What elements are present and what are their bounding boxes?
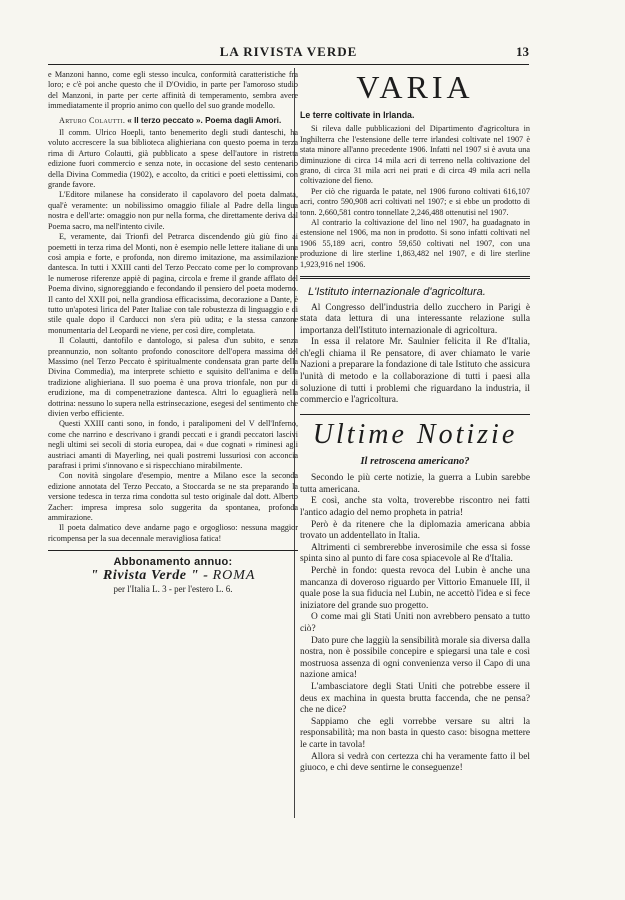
header-rule [48,64,529,65]
review-heading [48,116,298,126]
review-author: Arturo Colautti. [59,115,126,125]
journal-title: LA RIVISTA VERDE [219,44,358,59]
double-rule-bottom [300,278,530,279]
irlanda-paragraph: Per ciò che riguarda le patate, nel 1906 furono coltivati 616,107 acri, contro 590,908 acri coltivati nel 1907; e si ebbe un prodotto di tonn. 2,660,581 contro tonnellate 2,246,488 ottenutisi nel 1907. [300,186,530,217]
review-paragraph: L'Editore milanese ha considerato il capolavoro del poeta dalmata, qual'è veramente: un nobilissimo omaggio filiale al Padre della lingua nostra e dell'arte: omaggio non pur nella forma, che direttamente deriva dal Poema sacro, ma nell'intento civile. [48,190,298,231]
section-heading-retroscena: Il retroscena americano? [360,455,470,467]
ultime-notizie-title: Ultime Notizie [312,418,518,450]
retroscena-paragraph: O come mai gli Stati Uniti non avrebbero pensato a tutto ciò? [300,612,530,634]
subscription-name [48,567,298,583]
retroscena-body [300,473,530,774]
page-number: 13 [516,44,529,59]
right-column [300,70,530,775]
retroscena-paragraph: Allora si vedrà con certezza chi ha veramente fatto il bel giuoco, e chi deve sentirne le conseguenze! [300,751,530,774]
retroscena-paragraph: Secondo le più certe notizie, la guerra a Lubin sarebbe tutta americana. [300,473,530,495]
running-head [48,44,529,62]
retroscena-paragraph: Altrimenti ci sembrerebbe inverosimile che essa si fosse spinta sino al punto di fare cosa spiacevole al Re d'Italia. [300,542,530,565]
retroscena-paragraph: E così, anche sta volta, troverebbe riscontro nei fatti l'antico adagio del nemo propheta in patria! [300,496,530,519]
review-title: « Il terzo peccato ». Poema dagli Amori. [127,115,282,125]
left-column [48,70,298,595]
review-paragraph: Il comm. Ulrico Hoepli, tanto benemerito degli studi danteschi, ha voluto accrescere la sua biblioteca alighieriana con questo poema in terza rima di Arturo Colautti, già pubblicato a spese dell'autore in ristretta edizione fuori commercio e senza note, in occasione del sesto centenario della Divina Commedia (1902), e accolto, da critici e poeti elettissimi, con grande favore. [48,128,298,190]
subscription-box [48,550,298,594]
istituto-paragraph: In essa il relatore Mr. Saulnier felicita il Re d'Italia, ch'egli chiama il Re pensatore, di aver chiamato le varie Nazioni a preparare la fondazione di tale Istituto che assicura l'unità di metodo e la collaborazione di tutti i paesi alla soluzione di tutti i problemi che riguardano la industria, il commercio e l'agricoltura. [300,337,530,406]
istituto-paragraph: Al Congresso dell'industria dello zucchero in Parigi è stata data lettura di una interessante relazione sulla importanza dell'Istituto internazionale di agricoltura. [300,302,530,336]
review-paragraph: Il poeta dalmatico deve andarne pago e orgoglioso: nessuna maggior ricompensa per la sua decennale meravigliosa fatica! [48,523,298,543]
retroscena-paragraph: Dato pure che laggiù la sensibilità morale sia diversa dalla nostra, non è possibile concepire e spiegarsi una tale e così mostruosa assenza di ogni convenienza verso il Capo di una nazione amica! [300,635,530,681]
retroscena-paragraph: Però è da ritenere che la diplomazia americana abbia trovato un addentellato in Italia. [300,519,530,542]
retroscena-paragraph: L'ambasciatore degli Stati Uniti che potrebbe essere il deus ex machina in questa brutta faccenda, che ne pensa? che ne dice? [300,681,530,716]
section-rule [300,414,530,415]
subscription-price: per l'Italia L. 3 - per l'estero L. 6. [113,584,233,595]
istituto-body [300,303,530,407]
subscription-city: ROMA [212,567,256,583]
section-heading-istituto: L'Istituto internazionale d'agricoltura. [308,286,486,299]
review-paragraph: Questi XXIII canti sono, in fondo, i paralipomeni del V dell'Inferno, come che narrino e descrivano i grandi peccati e i grandi peccatori lascivi negli ultimi sei secoli di storia europea, dai « due cognati » riminesi agli austriaci amanti di Mayerling, nei quali postremi lussuriosi con acconcia parafrasi i primi s'innovano e si rispecchiano mirabilmente. [48,419,298,471]
review-paragraph: Con novità singolare d'esempio, mentre a Milano esce la seconda edizione annotata del Terzo Peccato, a Stoccarda se ne sta preparando la versione tedesca in terza rima condotta sul testo originale dal dott. Alberto Zacher: impresa impresa solo suggerita da spontanea, profonda ammirazione. [48,471,298,523]
irlanda-paragraph: Al contrario la coltivazione del lino nel 1907, ha guadagnato in estensione nel 1906, ma non in prodotto. Si sono infatti coltivati nel 1906 55,189 acri, contro 59,650 coltivati nel 1907, con una produzione di lire sterline 1,863,482 nel 1907, e di lire sterline 1,923,916 nel 1906. [300,218,530,269]
double-rule-top [300,276,530,277]
retroscena-paragraph: Sappiamo che egli vorrebbe versare su altri la responsabilità; ma non basta in questo caso: bisogna mettere le carte in tavola! [300,716,530,750]
subscription-heading: Abbonamento annuo: [113,556,233,569]
retroscena-paragraph: Perchè in fondo: questa revoca del Lubin è anche una mancanza di doveroso riguardo per Vittorio Emanuele III, il quale pose la sua fiducia nel Lubin, ne accettò l'idea e si fece iniziatore del grande suo progetto. [300,566,530,611]
review-paragraph: Il Colautti, dantofilo e dantologo, si palesa d'un subito, e senza preannunzio, non soltanto profondo conoscitore dell'opera massima del Massimo (nel Terzo Peccato è spiritualmente condensata gran parte della Divina Commedia), ma interprete schietto e squisito dell'anima e della tradizione alighieriana. Il suo poema è una prova trionfale, non pur di erudizione, ma di compenetrazione dantesca. Altri lo eguaglierà nella dottrina: nessuno lo supera nella estrinsecazione, esegesi del sentimento che divien verbo efficiente. [48,336,298,418]
review-paragraph: E, veramente, dai Trionfi del Petrarca discendendo giù giù fino ai poemetti in terza rima del Monti, non è esempio nelle lettere italiane di una così ampia e forte, e profonda, non diremo imitazione, ma assimilazione dantesca. In tutti i XXIII canti del Terzo Peccato come per lo comprovano le numerose riferenze appiè di pagina, circola e freme il grande afflato del Poema divino, signoreggiando e fecondando il pensiero del poeta moderno. Il canto del XXII poi, nella grandiosa efficacissima, decorazione a Dante, è tutto un'apotesi lirica del Pater Italiae con tale robustezza di linguaggio e di stile quale dopo il Carducci non s'era più udita; e la stessa canzone monumentaria del Leopardi ne viene, per così dire, completata. [48,232,298,335]
subscription-journal: " Rivista Verde " - [90,567,209,583]
intro-paragraph: e Manzoni hanno, come egli stesso inculca, conformità caratteristiche fra loro; e c'è poi anche questo che il D'Ovidio, in parte per l'amoroso studio del Manzoni, in parte per certe affinità di temperamento, sembra avere immediatamente il proprio animo con quello del suo grande modello. [48,70,298,111]
section-heading-irlanda: Le terre coltivate in Irlanda. [300,110,415,120]
irlanda-paragraph: Si rileva dalle pubblicazioni del Dipartimento d'agricoltura in Inghilterra che l'estensione delle terre irlandesi coltivate nel 1907 è stata minore all'anno precedente 1906. Infatti nel 1907 si è avuta una diminuzione di circa 14 mila acri di terreno nella coltivazione del grano, di circa 31 mila acri nei prati e di circa 49 mila acri nella coltivazione del fieno. [300,124,530,186]
varia-title: VARIA [356,69,474,105]
